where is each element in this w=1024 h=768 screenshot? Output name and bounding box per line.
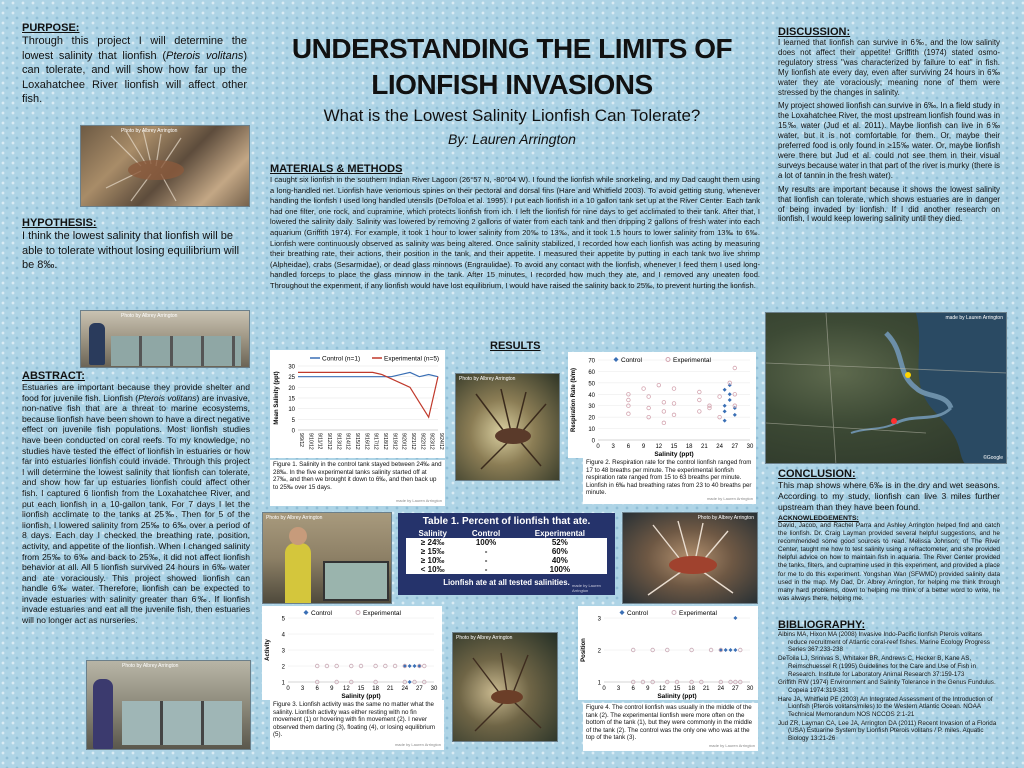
y-tick-label: 4: [281, 632, 285, 639]
x-tick-label: 9/19/12: [391, 433, 398, 450]
y-tick-label: 2: [281, 664, 285, 671]
x-axis-label: Salinity (ppt): [657, 693, 697, 700]
x-tick-label: 21: [701, 444, 708, 450]
table-1: [398, 513, 615, 595]
y-tick-label: 0: [291, 428, 295, 435]
salinity-map: [765, 312, 1007, 464]
x-tick-label: 0: [596, 444, 600, 450]
purpose-heading: PURPOSE:: [22, 22, 80, 34]
data-point-experimental: [718, 395, 722, 399]
series-line-1: [298, 372, 438, 417]
legend-label: Experimental: [679, 610, 717, 617]
hypothesis-heading: HYPOTHESIS:: [22, 217, 97, 229]
acknowledgements-heading: ACKNOWLEDGEMENTS:: [778, 515, 859, 522]
title-line-1: UNDERSTANDING THE LIMITS OF: [291, 33, 733, 64]
x-tick-label: 12: [659, 686, 666, 692]
data-point-control: [724, 648, 728, 652]
table-1-header: Experimental: [534, 529, 585, 538]
series-line-0: [298, 372, 438, 376]
legend-swatch: [614, 357, 619, 362]
y-tick-label: 3: [281, 648, 285, 655]
data-point-control: [723, 409, 727, 413]
lionfish-photo-1: [80, 125, 250, 207]
data-point-experimental: [698, 390, 702, 394]
legend-label: Experimental: [363, 610, 401, 617]
data-point-experimental: [662, 400, 666, 404]
x-tick-label: 18: [685, 444, 693, 450]
x-tick-label: 9/17/12: [372, 433, 379, 450]
y-tick-label: 30: [288, 364, 295, 371]
legend-label: Experimental (n=5): [384, 355, 440, 363]
y-axis-label: Position: [581, 638, 587, 662]
y-tick-label: 5: [281, 616, 285, 623]
figure-3-activity-chart: [262, 606, 442, 700]
legend-swatch: [620, 610, 625, 615]
data-point-control: [723, 404, 727, 408]
discussion-paragraph: I learned that lionfish can survive in 6‰, and the low salinity does not affect their appetite! Griffith (1974) stated osmo-regulatory stress "was characterized by failure to eat" in fish. My lionfish ate every day, even after surviving 24 hours in 6‰ water they ate voraciously; meaning none of them were stressed by the changes in salinity.: [778, 38, 1000, 97]
x-tick-label: 15: [670, 444, 678, 450]
results-heading: RESULTS: [490, 340, 541, 352]
legend-swatch: [304, 610, 309, 615]
y-tick-label: 1: [281, 680, 285, 687]
data-point-experimental: [647, 395, 651, 399]
y-tick-label: 1: [597, 680, 601, 687]
discussion-heading: DISCUSSION:: [778, 26, 851, 38]
legend-label: Control: [311, 610, 332, 617]
conclusion-section: [778, 468, 1000, 603]
photo-credit: Photo by Albrey Arrington: [121, 128, 178, 134]
made-by-credit: made by Lauren Arrington: [395, 498, 442, 504]
x-tick-label: 3: [300, 686, 305, 692]
bibliography-entry: Hare JA, Whitfield PE (2003) An Integrated Assessment of the Introduction of Lionfish (Pterois volitans/miles) to the Western Atlantic Ocean. NOAA Technical Memorandum NOS NCCOS 2:1-21: [778, 695, 993, 719]
data-point-control: [733, 616, 737, 620]
y-tick-label: 60: [588, 369, 595, 376]
conclusion-heading: CONCLUSION:: [778, 468, 856, 480]
data-point-experimental: [662, 421, 666, 425]
lionfish-silhouette: [453, 633, 558, 742]
y-axis-label: Respiration Rate (b/m): [571, 367, 577, 433]
bibliography-section: [778, 619, 1000, 744]
purpose-section: [22, 22, 247, 107]
lionfish-silhouette: [81, 126, 250, 207]
tank-photo-2: [86, 660, 251, 750]
made-by-credit: made by Lauren Arrington: [708, 743, 755, 749]
y-tick-label: 10: [288, 407, 295, 414]
x-tick-label: 3: [616, 686, 621, 692]
y-tick-label: 10: [588, 427, 595, 434]
figure-3-caption: Figure 3. Lionfish activity was the same no matter what the salinity. Lionfish activity was either resting with no fin movement (1) or hovering with fin movement (2). I never observed them darting (3), floating (4), or losing equilibrium (5). made by Lauren Arrington: [270, 700, 444, 750]
x-tick-label: 3: [611, 444, 615, 450]
bibliography-entry: Albins MA, Hixon MA (2008) Invasive Indo-Pacific lionfish Pterois volitans reduce recruitment of Atlantic coral-reef fishes. Marine Ecology Progress Series 367:233-238: [778, 631, 990, 654]
abstract-heading: ABSTRACT:: [22, 370, 85, 382]
y-tick-label: 40: [588, 392, 595, 399]
x-tick-label: 9/22/12: [419, 433, 426, 450]
abstract-section: [22, 370, 250, 626]
data-point-experimental: [698, 410, 702, 414]
x-tick-label: 9: [641, 444, 646, 450]
data-point-experimental: [642, 387, 646, 391]
table-1-grid: [406, 529, 607, 574]
photo-credit: Photo by Albrey Arrington: [459, 376, 516, 382]
x-tick-label: 9/15/12: [354, 433, 360, 450]
y-tick-label: 30: [588, 404, 595, 411]
x-tick-label: 24: [717, 686, 725, 692]
title-line-2: LIONFISH INVASIONS: [371, 69, 653, 100]
x-tick-label: 24: [401, 686, 409, 692]
lionfish-photo-2: [455, 373, 560, 481]
acknowledgements-text: David, Jacob, and Rachel Parra and Ashley Arrington helped find and catch the lionfish. Dr. Craig Layman provided several helpful suggestions, and he recommended some good sources to read. Melissa Johnson; of The River Center, taught me how to test salinity using a refractometer, and she provided helpful advice on how to maintain fish in aquaria. The River Center provided the tanks, filters, and cupramine used in this experiment, and provided a place for me to do this experiment. Yongshan Wan (SFWMD) provided salinity data used in the map. My Dad, Dr. Albrey Arrington, for helping me think through many hard problems, down to helping me think of a better word to write, he was always there, helping me.: [778, 522, 1000, 602]
boy-with-tank-photo: [262, 512, 392, 604]
x-tick-label: 9/9/12: [298, 433, 304, 447]
x-tick-label: 6: [315, 686, 319, 692]
bibliography-entry: Griffith RW (1974) Environment and Salinity Tolerance in the Genus Fundulus. Copeia 1974:319-331: [778, 679, 996, 694]
data-point-experimental: [672, 413, 676, 417]
data-point-control: [723, 388, 727, 392]
table-1-header: Control: [471, 529, 501, 538]
x-tick-label: 9/10/12: [307, 433, 314, 450]
figure-2-respiration-chart: [568, 352, 756, 458]
x-tick-label: 15: [673, 686, 681, 692]
lionfish-silhouette: [456, 374, 560, 481]
poster-title: [262, 32, 762, 147]
data-point-experimental: [733, 366, 737, 370]
figure-2-caption: Figure 2. Respiration rate for the control lionfish ranged from 17 to 48 breaths per minute. The experimental lionfish respiration rate ranged from 15 to 63 breaths per minute. Lionfish in 6‰ had breathing rates from 23 to 40 breaths per minute. made by Lauren Arrington: [583, 458, 756, 504]
conclusion-text: This map shows where 6‰ is in the dry and wet seasons. According to my study, lionfish can live 3 miles further upstream than they have been found.: [778, 480, 1000, 512]
x-axis-label: Salinity (ppt): [654, 451, 694, 458]
x-tick-label: 9/23/12: [428, 433, 435, 450]
x-tick-label: 30: [430, 686, 438, 692]
made-by-credit: made by Lauren Arrington: [394, 742, 441, 748]
legend-swatch: [666, 358, 670, 362]
x-tick-label: 9/13/12: [335, 433, 342, 450]
y-tick-label: 50: [588, 381, 595, 388]
photo-credit: Photo by Albrey Arrington: [121, 313, 178, 319]
x-tick-label: 9/16/12: [363, 433, 370, 450]
made-by-credit: made by Lauren Arrington: [572, 583, 601, 593]
photo-credit: Photo by Albrey Arrington: [697, 515, 754, 521]
bibliography-entry: Jud ZR, Layman CA, Lee JA, Arrington DA (2011) Recent Invasion of a Florida (USA) Estuarine System by Lionfish Pterois volitans / P. miles. Aquatic Biology 13:21-26: [778, 719, 997, 743]
y-tick-label: 15: [288, 396, 295, 403]
x-tick-label: 9/18/12: [382, 433, 388, 450]
data-point-control: [728, 398, 732, 402]
y-tick-label: 0: [591, 438, 595, 445]
x-tick-label: 18: [372, 686, 379, 692]
data-point-control: [733, 413, 737, 417]
table-row: < 10‰ - 100%: [420, 565, 571, 574]
y-tick-label: 2: [597, 648, 601, 655]
data-point-control: [408, 680, 412, 684]
x-tick-label: 9: [646, 686, 650, 692]
x-tick-label: 6: [631, 686, 635, 692]
x-tick-label: 12: [343, 686, 350, 692]
x-tick-label: 9/21/12: [410, 433, 416, 450]
figure-4-position-chart: [578, 606, 758, 700]
x-tick-label: 12: [655, 444, 663, 450]
data-point-experimental: [672, 402, 676, 406]
lionfish-photo-4: [452, 632, 558, 742]
y-axis-label: Activity: [265, 639, 271, 661]
tank-photo-1: [80, 310, 250, 368]
methods-section: [270, 163, 760, 292]
x-tick-label: 21: [702, 686, 710, 692]
data-point-experimental: [672, 387, 676, 391]
x-tick-label: 21: [386, 686, 394, 692]
hypothesis-text: I think the lowest salinity that lionfish will be able to tolerate without losing equilibrium will be 8‰.: [22, 230, 240, 271]
data-point-control: [413, 664, 417, 668]
legend-swatch: [356, 611, 360, 615]
legend-label: Control: [627, 610, 648, 617]
y-tick-label: 70: [588, 358, 595, 365]
y-tick-label: 20: [288, 385, 295, 392]
methods-text: I caught six lionfish in the southern Indian River Lagoon (26°57 N, -80°04 W). I found the lionfish while snorkeling, and my Dad caught them using a long-handled net. Lionfish have venomous spines on their pectoral and dorsal fins (Hare and Whitfield 2003). To avoid getting stung, whenever handling the lionfish I used long handled utensils (DeToloa et al. 1995). I put each lionfish in a 10 gallon tank set up at the River Center. Each tank had one filter, one rock, and cupramine, which protects lionfish from ich. I left the lionfish for nine days to get acclimated to their tank. After that, I lowered the salinity daily. Salinity was lowered by removing 2 gallons of water from each tank and then dripping 2 gallons of fresh water into each aquarium (Griffith 1974). For example, it took 1 hour to lower salinity from 20‰ to 13‰, and it took 1.5 hours to lower salinity from 13‰ to 6‰. Lionfish were continuously observed as salinity was being altered. Once salinity stabilized, I recorded how each lionfish was acting by measuring their breathing rate, their actions, their position in the tank, and their appetite. I measured their appetite by putting in each tank two live shrimp (Alpheidae), crabs (Sesarmidae), or dead glass minnows (Engraulidae). To avoid any contact with the lionfish, whenever I feed them I used long-handled forceps to place the glass minnow in the tank. After 15 minutes, I recorded how much they ate, and I removed any uneaten food. Throughout the experiment, if any lionfish would have lost equilibrium, I would have raised the salinity back to 25‰, to prevent hurting the lionfish.: [270, 175, 760, 290]
x-tick-label: 9/11/12: [316, 433, 323, 450]
x-axis-label: Salinity (ppt): [341, 693, 381, 700]
data-point-experimental: [627, 412, 631, 416]
x-tick-label: 24: [716, 444, 723, 450]
table-row: ≥ 10‰ - 40%: [420, 556, 568, 565]
author: By: Lauren Arrington: [448, 131, 576, 147]
bibliography-heading: BIBLIOGRAPHY:: [778, 619, 866, 631]
map-drawing: [766, 313, 1007, 464]
data-point-control: [728, 392, 732, 396]
data-point-experimental: [657, 383, 661, 387]
x-tick-label: 27: [416, 686, 423, 692]
y-tick-label: 5: [291, 417, 295, 424]
table-1-title: Table 1. Percent of lionfish that ate.: [422, 516, 591, 527]
figure-1-salinity-chart: [270, 350, 445, 458]
figure-1-caption: Figure 1. Salinity in the control tank stayed between 24‰ and 28‰. In the five experimental tanks salinity started off at 27‰, and then we brought it down to 6‰, and then back up to 25‰ over 15 days. made by Lauren Arrington: [270, 460, 445, 506]
x-tick-label: 9/20/12: [400, 433, 407, 450]
y-tick-label: 3: [597, 616, 601, 623]
x-tick-label: 9: [330, 686, 334, 692]
data-point-control: [729, 648, 733, 652]
x-tick-label: 27: [732, 686, 739, 692]
figure-4-caption: Figure 4. The control lionfish was usually in the middle of the tank (2). The experimental lionfish were more often on the bottom of the tank (1), but they were commonly in the middle of the tank (2). The control was the only one who was at the top of the tank (3). made by Lauren Arrington: [583, 703, 758, 751]
made-by-credit: made by Lauren Arrington: [706, 496, 753, 502]
purpose-text: Through this project I will determine the lowest salinity that lionfish (Pterois volitans) can tolerate, and will show how far up the Loxahatchee River lionfish will affect other fish.: [22, 35, 247, 105]
data-point-experimental: [627, 398, 631, 402]
x-tick-label: 9/14/12: [344, 433, 351, 450]
discussion-paragraph: My project showed lionfish can survive in 6‰. In a field study in the Loxahatchee River, the most upstream lionfish found was in 15‰ water (Jud et al. 2011). Maybe lionfish can live in 6‰ water, but it is not comfortable for them. Or, maybe their preferred food is only found in ≥15‰ water. Or, maybe lionfish were there but Jud et al. could not see them in their visual surveys because water in that part of the river is murky (there is a lot of tannin in the fresh water).: [778, 101, 1000, 180]
x-tick-label: 18: [688, 686, 695, 692]
discussion-paragraph: My results are important because it shows the lowest salinity that lionfish can tolerate, which shows estuaries are in danger of being invaded by lionfish. If I did another research on lionfish, I would keep lowering salinity until they died.: [778, 184, 1000, 224]
x-tick-label: 15: [357, 686, 365, 692]
photo-credit: Photo by Albrey Arrington: [122, 663, 179, 669]
x-tick-label: 27: [731, 444, 739, 450]
x-tick-label: 0: [602, 686, 606, 692]
data-point-control: [733, 648, 737, 652]
y-axis-label: Mean Salinity (ppt): [274, 371, 280, 425]
table-1-header: Salinity: [418, 529, 447, 538]
data-point-control: [408, 664, 412, 668]
lionfish-silhouette: [623, 513, 758, 604]
data-point-experimental: [662, 410, 666, 414]
methods-heading: MATERIALS & METHODS: [270, 163, 403, 175]
legend-label: Control: [621, 357, 642, 364]
table-1-footer: Lionfish ate at all tested salinities.: [443, 578, 570, 587]
x-tick-label: 30: [746, 686, 754, 692]
x-tick-label: 30: [746, 444, 754, 450]
lionfish-photo-3: [622, 512, 758, 604]
bibliography-entry: DeToila LJ, Srinivas S, Whitaker BR, Andrews C, Hecker B, Kane AS, Reimschuessel R (1995) Guidelines for the Care and Use of Fish in Research. Institute for Laboratory Animal Research 37:159-173: [778, 655, 976, 678]
photo-credit: Photo by Albrey Arrington: [456, 635, 513, 641]
table-row: ≥ 24‰ 100% 52%: [420, 538, 568, 547]
abstract-text: Estuaries are important because they provide shelter and food for juvenile fish. Lionfish (Pterois volitans) are invasive, non-native fish that are a threat to marine ecosystems, because lionfish have been shown to have a direct negative effect on juvenile fish populations. Most lionfish studies have been conducted on coral reefs. To my knowledge, no studies have tested the effect of lionfish in estuaries or how far into estuaries lionfish could invade. Through this project I will determine the lowest salinity that lionfish can tolerate, and show how far up estuaries lionfish could affect other fish. I captured 6 lionfish from the Loxahatchee River, and put each lionfish in a 10-gallon tank. For 7 days I let the lionfish acclimate to the tanks at 25‰. Then for 5 of the lionfish, I lowered salinity from 25‰ to 6‰ over a period of 8 days. Each day I checked the breathing rate, position, activity, and appetite of the lionfish. When I changed salinity from 25‰ to 6‰ and back to 25‰, it did not affect lionfish behavior at all. All 5 lionfish survived 24 hours in 6‰ water and ate voraciously. This project showed lionfish can handle 6‰ water. Therefore, lionfish can be expected to invade estuaries with salinity greater than 6‰. If lionfish invade estuaries and eat all the juvenile fish, then estuaries will no longer act as nurseries.: [22, 382, 250, 626]
hypothesis-section: [22, 217, 252, 273]
photo-credit: Photo by Albrey Arrington: [266, 515, 323, 521]
data-point-experimental: [698, 398, 702, 402]
map-credit: made by Lauren Arrington: [945, 315, 1003, 321]
y-tick-label: 25: [288, 375, 295, 382]
x-tick-label: 0: [286, 686, 290, 692]
google-credit: ©Google: [983, 455, 1003, 461]
subtitle: What is the Lowest Salinity Lionfish Can Tolerate?: [323, 106, 701, 125]
data-point-control: [723, 419, 727, 423]
table-row: ≥ 15‰ - 60%: [420, 547, 568, 556]
x-tick-label: 9/24/12: [438, 433, 444, 450]
data-point-experimental: [647, 406, 651, 410]
legend-swatch: [672, 611, 676, 615]
legend-label: Control (n=1): [322, 355, 361, 363]
y-tick-label: 20: [588, 415, 595, 422]
x-tick-label: 6: [626, 444, 631, 450]
discussion-section: [778, 26, 1000, 224]
legend-label: Experimental: [673, 357, 711, 364]
x-tick-label: 9/12/12: [326, 433, 332, 450]
